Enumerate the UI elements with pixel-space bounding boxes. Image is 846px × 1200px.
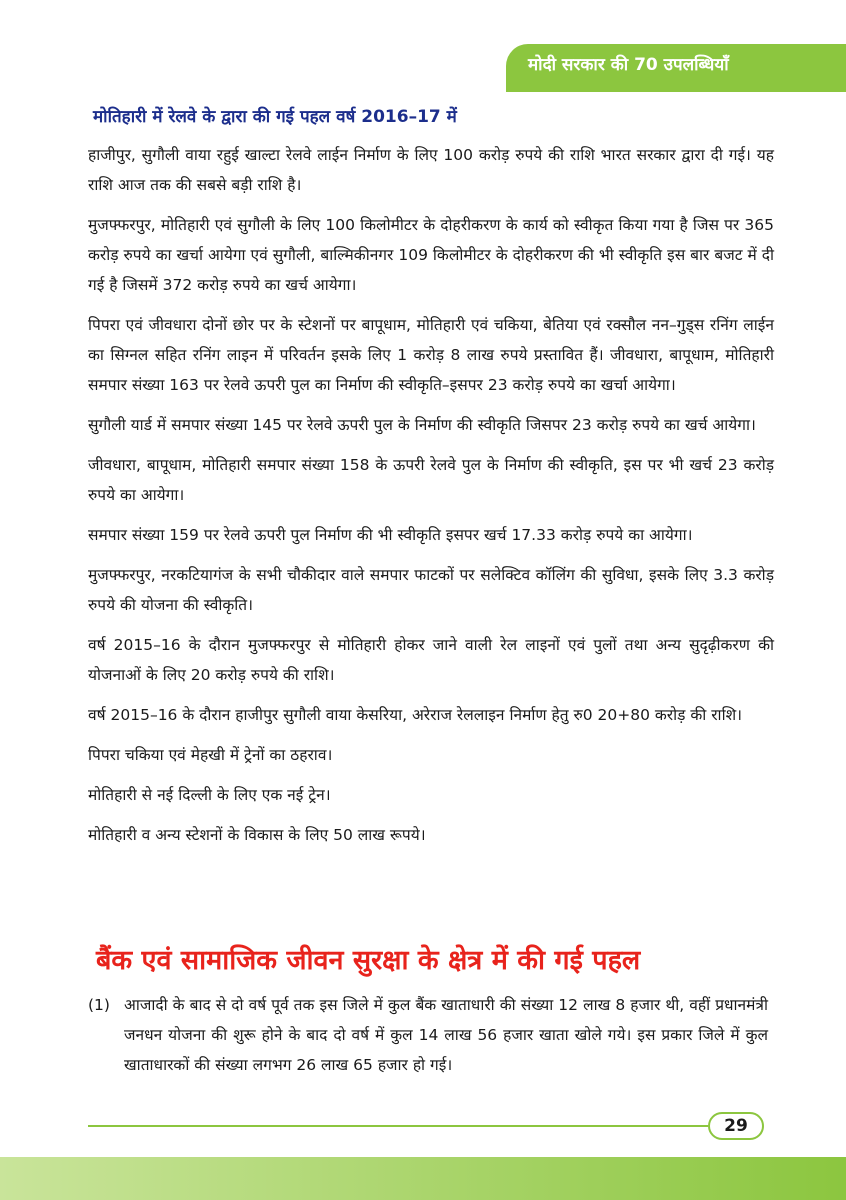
- paragraph: पिपरा चकिया एवं मेहखी में ट्रेनों का ठहराव।: [88, 746, 333, 764]
- numbered-item: [88, 990, 768, 1080]
- paragraph: मोतिहारी से नई दिल्ली के लिए एक नई ट्रेन।: [88, 786, 331, 804]
- paragraph: जीवधारा, बापूधाम, मोतिहारी समपार संख्या 158 के ऊपरी रेलवे पुल के निर्माण की स्वीकृति, इस पर भी खर्च 23 करोड़ रुपये का आयेगा।: [88, 456, 774, 504]
- running-header-title: मोदी सरकार की 70 उपलब्धियाँ: [528, 55, 729, 75]
- paragraph: मुजफ्फरपुर, नरकटियागंज के सभी चौकीदार वाले समपार फाटकों पर सलेक्टिव कॉलिंग की सुविधा, इसके लिए 3.3 करोड़ रुपये की योजना की स्वीकृति।: [88, 566, 774, 614]
- bank-section-heading: बैंक एवं सामाजिक जीवन सुरक्षा के क्षेत्र में की गई पहल: [96, 945, 641, 976]
- paragraph: मोतिहारी व अन्य स्टेशनों के विकास के लिए 50 लाख रूपये।: [88, 826, 426, 844]
- paragraph: वर्ष 2015–16 के दौरान मुजफ्फरपुर से मोतिहारी होकर जाने वाली रेल लाइनों एवं पुलों तथा अन्य सुदृढ़ीकरण की योजनाओं के लिए 20 करोड़ रुपये की राशि।: [88, 636, 774, 684]
- paragraph: पिपरा एवं जीवधारा दोनों छोर पर के स्टेशनों पर बापूधाम, मोतिहारी एवं चकिया, बेतिया एवं रक्सौल नन–गुड्स रनिंग लाईन का सिग्नल सहित रनिंग लाइन में परिवर्तन इसके लिए 1 करोड़ 8 लाख रुपये प्रस्तावित हैं। जीवधारा, बापूधाम, मोतिहारी समपार संख्या 163 पर रेलवे ऊपरी पुल का निर्माण की स्वीकृति–इसपर 23 करोड़ रुपये का खर्चा आयेगा।: [88, 316, 774, 394]
- paragraph: वर्ष 2015–16 के दौरान हाजीपुर सुगौली वाया केसरिया, अरेराज रेललाइन निर्माण हेतु रु0 20+80 करोड़ की राशि।: [88, 706, 742, 724]
- page-number: 29: [708, 1112, 764, 1140]
- item-text: आजादी के बाद से दो वर्ष पूर्व तक इस जिले में कुल बैंक खाताधारी की संख्या 12 लाख 8 हजार थी, वहीं प्रधानमंत्री जनधन योजना की शुरू होने के बाद दो वर्ष में कुल 14 लाख 56 हजार खाता खोले गये। इस प्रकार जिले में कुल खाताधारकों की संख्या लगभग 26 लाख 65 हजार हो गई।: [124, 996, 768, 1074]
- paragraph: समपार संख्या 159 पर रेलवे ऊपरी पुल निर्माण की भी स्वीकृति इसपर खर्च 17.33 करोड़ रुपये का आयेगा।: [88, 526, 693, 544]
- body-text: [88, 140, 774, 860]
- item-number: (1): [88, 996, 110, 1014]
- paragraph: मुजफ्फरपुर, मोतिहारी एवं सुगौली के लिए 100 किलोमीटर के दोहरीकरण के कार्य को स्वीकृत किया गया है जिस पर 365 करोड़ रुपये का खर्चा आयेगा एवं सुगौली, बाल्मिकीनगर 109 किलोमीटर के दोहरीकरण की भी स्वीकृति इस बार बजट में दी गई है जिसमें 372 करोड़ रुपये का खर्च आयेगा।: [88, 216, 774, 294]
- paragraph: सुगौली यार्ड में समपार संख्या 145 पर रेलवे ऊपरी पुल के निर्माण की स्वीकृति जिसपर 23 करोड़ रुपये का खर्च आयेगा।: [88, 416, 756, 434]
- page-rule: [88, 1125, 708, 1127]
- section-heading: मोतिहारी में रेलवे के द्वारा की गई पहल वर्ष 2016–17 में: [93, 107, 457, 127]
- footer-band: [0, 1157, 846, 1200]
- paragraph: हाजीपुर, सुगौली वाया रहुई खाल्टा रेलवे लाईन निर्माण के लिए 100 करोड़ रुपये की राशि भारत सरकार द्वारा दी गई। यह राशि आज तक की सबसे बड़ी राशि है।: [88, 146, 774, 194]
